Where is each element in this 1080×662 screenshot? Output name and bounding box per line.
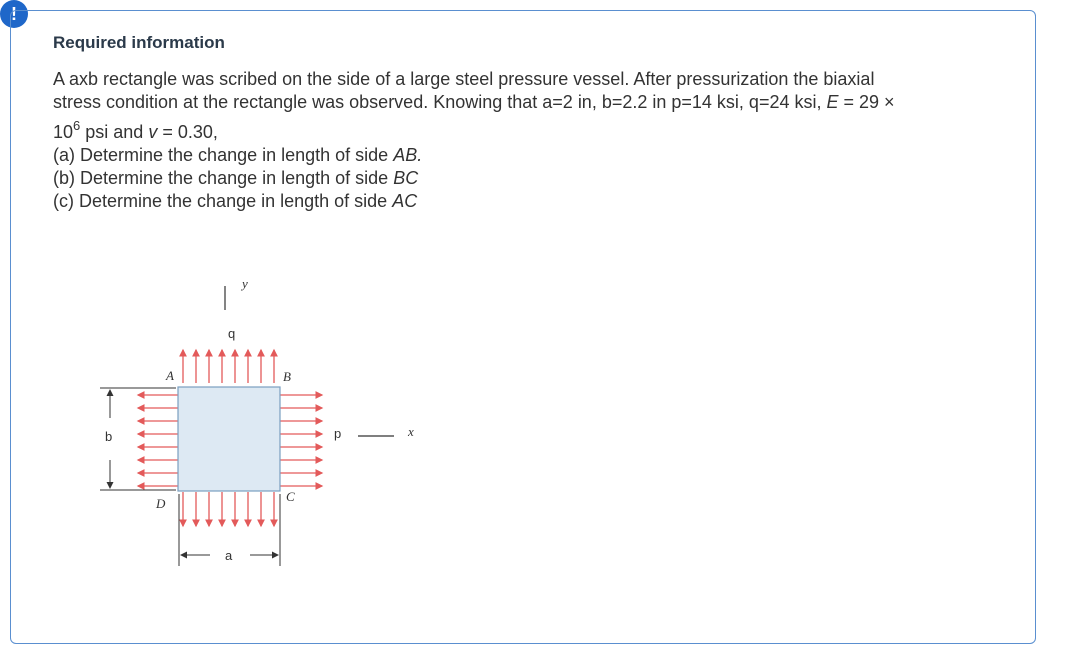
- modulus-symbol: E: [826, 92, 839, 112]
- part-b: [53, 167, 983, 190]
- stress-element-diagram: [88, 268, 448, 578]
- right-stress-arrows: [280, 395, 322, 486]
- corner-c-label: C: [286, 489, 295, 504]
- poisson-symbol: v: [148, 122, 158, 142]
- psi-and: psi and: [80, 122, 149, 142]
- bottom-stress-arrows: [183, 492, 274, 526]
- part-a: [53, 144, 983, 167]
- part-a-text: (a) Determine the change in length of side: [53, 145, 394, 165]
- line2-text: stress condition at the rectangle was observed. Knowing that a=2 in, b=2.2 in p=14 ksi, q=24 ksi,: [53, 92, 827, 112]
- corner-b-label: B: [283, 369, 291, 384]
- q-label: q: [228, 326, 236, 341]
- top-stress-arrows: [183, 350, 274, 383]
- alert-icon: !: [0, 0, 28, 28]
- poisson-value: = 0.30,: [157, 122, 218, 142]
- y-axis-label: y: [242, 276, 248, 291]
- modulus-value: = 29 ×: [838, 92, 895, 112]
- part-c-text: (c) Determine the change in length of side: [53, 191, 393, 211]
- problem-line-2: [53, 91, 983, 114]
- part-c-side: AC: [392, 191, 418, 211]
- exponent: 6: [73, 118, 81, 133]
- dimension-b-label: b: [105, 429, 113, 444]
- x-axis-label: x: [408, 424, 414, 439]
- scribed-rectangle: [178, 387, 280, 491]
- corner-a-label: A: [166, 368, 174, 383]
- p-label: p: [334, 426, 342, 441]
- left-stress-arrows: [138, 395, 178, 486]
- part-b-side: BC: [393, 168, 419, 188]
- part-c: [53, 190, 983, 213]
- section-title: Required information: [53, 33, 225, 52]
- corner-d-label: D: [156, 496, 166, 511]
- dimension-a-label: a: [225, 548, 233, 563]
- part-a-side: AB.: [393, 145, 423, 165]
- problem-line-3: [53, 114, 983, 144]
- problem-line-1: A axb rectangle was scribed on the side of a large steel pressure vessel. After pressurization the biaxial: [53, 69, 875, 89]
- part-b-text: (b) Determine the change in length of side: [53, 168, 394, 188]
- base-ten: 10: [53, 122, 74, 142]
- problem-statement: [53, 68, 983, 213]
